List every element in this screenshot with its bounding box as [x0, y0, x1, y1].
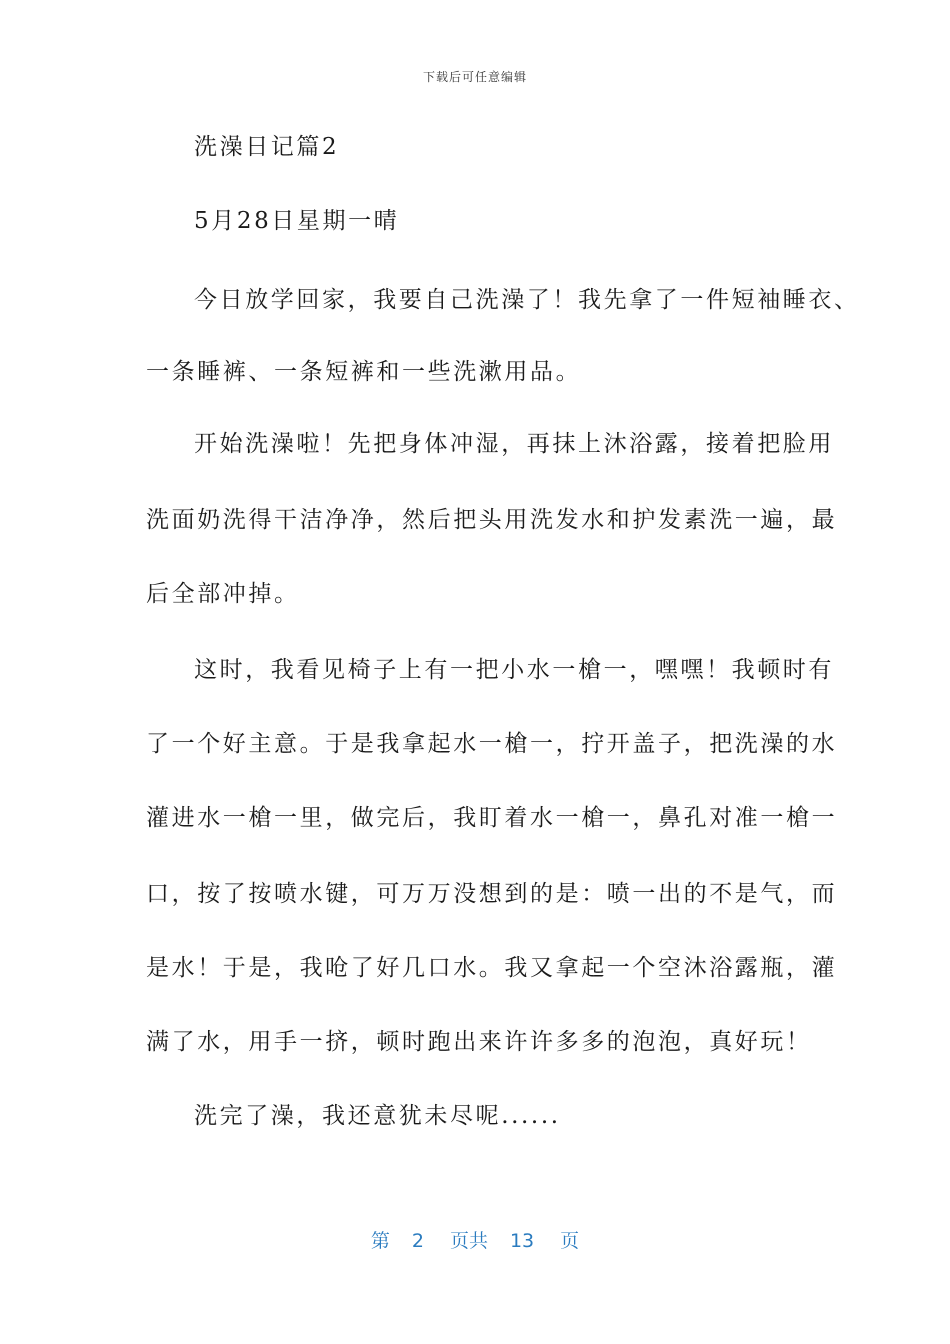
paragraph-line: 开始洗澡啦！先把身体冲湿，再抹上沐浴露，接着把脸用: [194, 431, 834, 457]
paragraph-line: 满了水，用手一挤，顿时跑出来许许多多的泡泡，真好玩！: [146, 1029, 812, 1055]
page-footer: [0, 1226, 950, 1253]
page-prefix: 第: [370, 1230, 390, 1252]
document-title: 洗澡日记篇2: [194, 134, 340, 160]
paragraph-line: 洗完了澡，我还意犹未尽呢......: [194, 1103, 561, 1129]
paragraph-line: 洗面奶洗得干洁净净，然后把头用洗发水和护发素洗一遍，最: [146, 507, 838, 533]
header-note: 下载后可任意编辑: [422, 70, 527, 84]
current-page-number: 2: [411, 1230, 424, 1252]
page-mid: 页共: [449, 1230, 488, 1252]
date-line: 5月28日星期一晴: [194, 208, 400, 234]
paragraph-line: 了一个好主意。于是我拿起水一槍一，拧开盖子，把洗澡的水: [146, 731, 838, 757]
page-suffix: 页: [560, 1230, 580, 1252]
paragraph-line: 是水！于是，我呛了好几口水。我又拿起一个空沐浴露瓶，灌: [146, 955, 838, 981]
paragraph-line: 今日放学回家，我要自己洗澡了！我先拿了一件短袖睡衣、: [194, 287, 860, 313]
total-pages-number: 13: [509, 1230, 535, 1252]
paragraph-line: 灌进水一槍一里，做完后，我盯着水一槍一，鼻孔对准一槍一: [146, 805, 838, 831]
paragraph-line: 这时，我看见椅子上有一把小水一槍一，嘿嘿！我顿时有: [194, 657, 834, 683]
paragraph-line: 一条睡裤、一条短裤和一些洗漱用品。: [146, 359, 582, 385]
paragraph-line: 后全部冲掉。: [146, 581, 300, 607]
paragraph-line: 口，按了按喷水键，可万万没想到的是：喷一出的不是气，而: [146, 881, 838, 907]
